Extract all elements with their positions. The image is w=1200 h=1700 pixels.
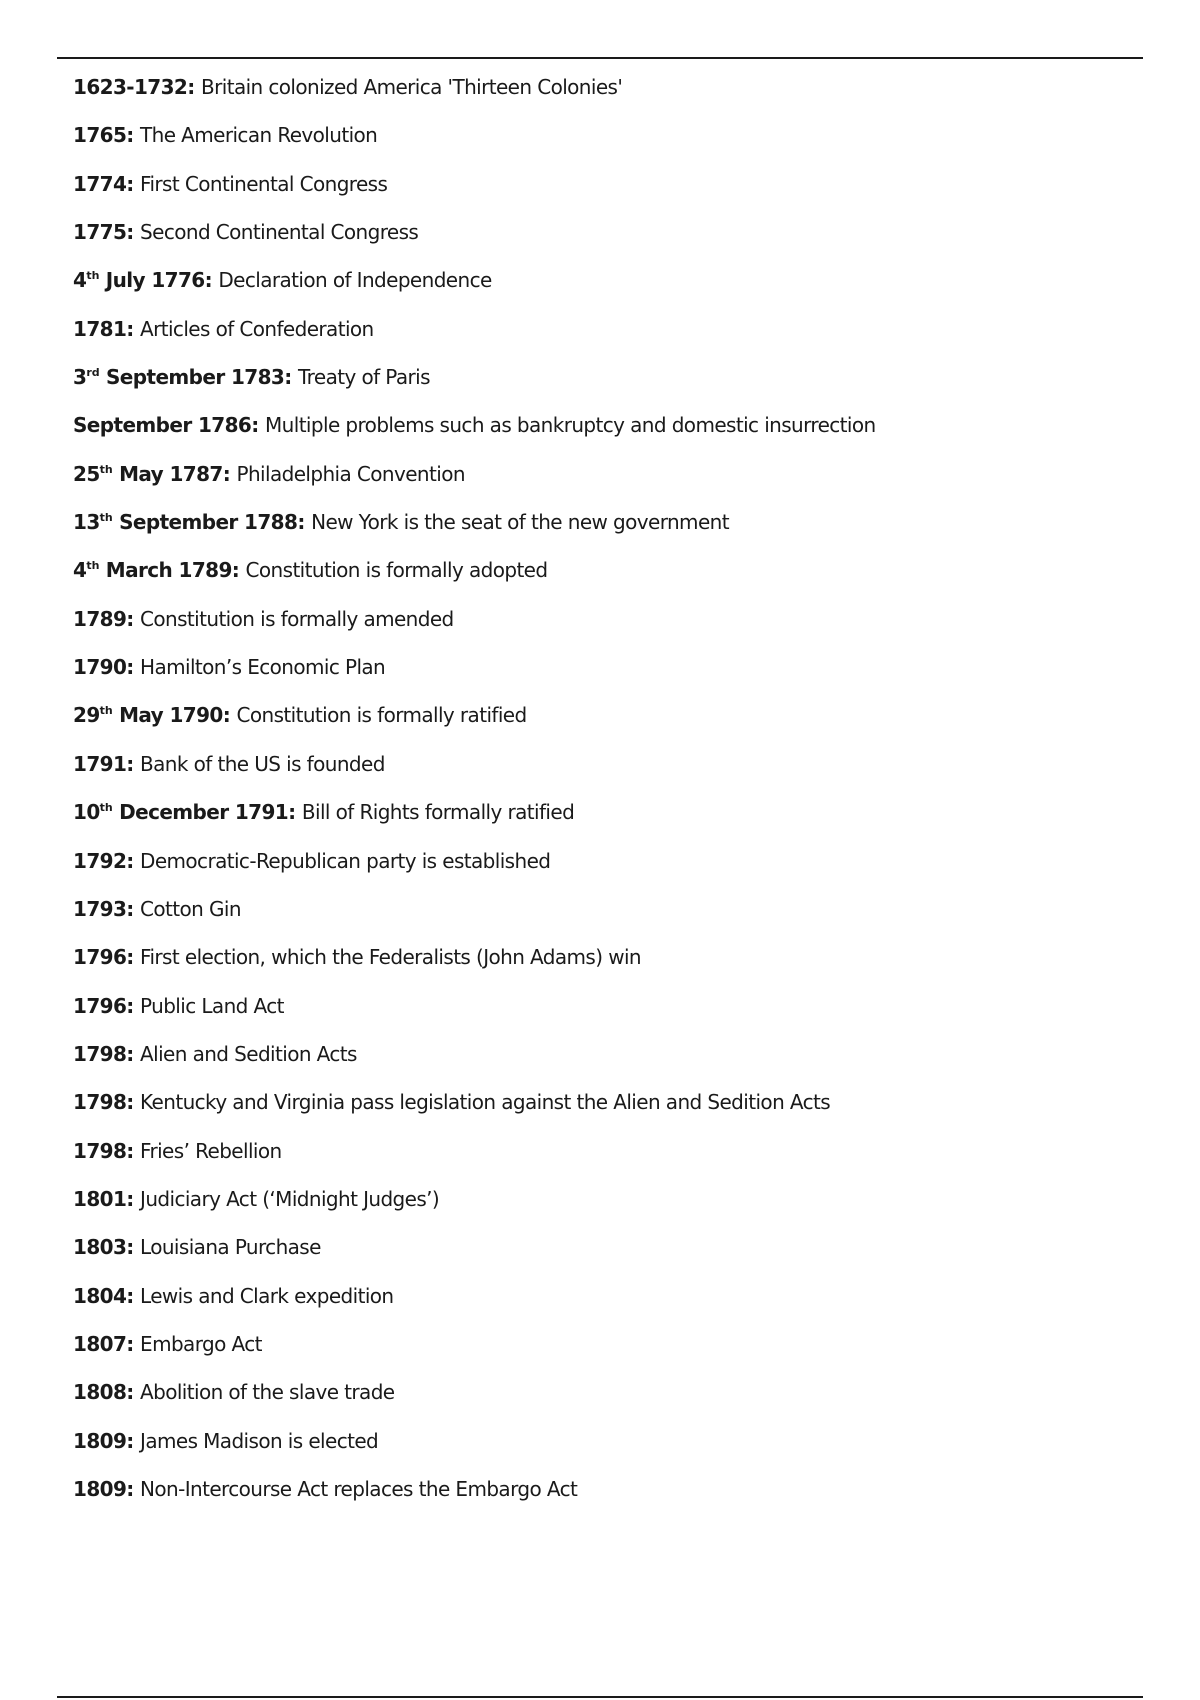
timeline-entry bbox=[73, 846, 1133, 894]
entry-event: Treaty of Paris bbox=[298, 365, 430, 390]
timeline-entry bbox=[73, 1522, 1133, 1570]
timeline-entry bbox=[73, 700, 1133, 748]
ordinal-suffix: th bbox=[99, 704, 113, 718]
timeline-entry bbox=[73, 169, 1133, 217]
timeline-entry bbox=[73, 459, 1133, 507]
entry-event: Democratic-Republican party is established bbox=[140, 848, 551, 873]
timeline-entry bbox=[73, 72, 1133, 120]
entry-date: 1791: bbox=[73, 751, 141, 776]
entry-date: 1781: bbox=[73, 316, 141, 341]
entry-event: Lewis and Clark expedition bbox=[140, 1283, 394, 1308]
timeline-entry bbox=[73, 265, 1133, 313]
entry-date: 1798: bbox=[73, 1090, 141, 1115]
timeline-entry bbox=[73, 991, 1133, 1039]
timeline-entry bbox=[73, 555, 1133, 603]
entry-date: 1801: bbox=[73, 1186, 141, 1211]
entry-date: 3rd September 1783: bbox=[73, 365, 298, 390]
entry-event: New York is the seat of the new government bbox=[311, 510, 729, 535]
timeline-entry bbox=[73, 1329, 1133, 1377]
timeline-entry bbox=[73, 120, 1133, 168]
timeline-entry bbox=[73, 362, 1133, 410]
timeline-entry bbox=[73, 217, 1133, 265]
entry-date: 1809: bbox=[73, 1476, 141, 1501]
entry-date: 1796: bbox=[73, 945, 141, 970]
entry-event: Constitution is formally amended bbox=[140, 606, 454, 631]
timeline-entry bbox=[73, 1377, 1133, 1425]
entry-date: 1792: bbox=[73, 848, 141, 873]
entry-date: 1790: bbox=[73, 655, 141, 680]
entry-event: Bank of the US is founded bbox=[140, 751, 385, 776]
timeline-entry bbox=[73, 1232, 1133, 1280]
entry-event: First Continental Congress bbox=[140, 171, 388, 196]
entry-event: Declaration of Independence bbox=[218, 268, 492, 293]
entry-date: 1774: bbox=[73, 171, 141, 196]
timeline-entry bbox=[73, 652, 1133, 700]
timeline-entry bbox=[73, 1281, 1133, 1329]
timeline-entry bbox=[73, 797, 1133, 845]
entry-date: 1798: bbox=[73, 1138, 141, 1163]
entry-event: Second Continental Congress bbox=[140, 220, 419, 245]
timeline-entry bbox=[73, 1039, 1133, 1087]
ordinal-suffix: th bbox=[86, 269, 100, 283]
entry-event: Britain colonized America 'Thirteen Colonies' bbox=[201, 75, 623, 99]
entry-event: Multiple problems such as bankruptcy and domestic insurrection bbox=[265, 413, 876, 438]
entry-event: Louisiana Purchase bbox=[140, 1235, 321, 1260]
timeline-entry bbox=[73, 410, 1133, 458]
footer-rule bbox=[57, 1696, 1143, 1698]
entry-event: Alien and Sedition Acts bbox=[140, 1041, 357, 1066]
timeline-list bbox=[73, 72, 1133, 1571]
entry-date: 1775: bbox=[73, 220, 141, 245]
entry-event: Kentucky and Virginia pass legislation against the Alien and Sedition Acts bbox=[140, 1090, 831, 1115]
entry-event: Constitution is formally ratified bbox=[236, 703, 527, 728]
timeline-entry bbox=[73, 507, 1133, 555]
entry-date: 1765: bbox=[73, 123, 141, 148]
timeline-entry bbox=[73, 314, 1133, 362]
entry-date: 1808: bbox=[73, 1380, 141, 1405]
entry-date: 1803: bbox=[73, 1235, 141, 1260]
entry-date: 1796: bbox=[73, 993, 141, 1018]
entry-event: James Madison is elected bbox=[140, 1428, 379, 1453]
entry-event: Articles of Confederation bbox=[140, 316, 374, 341]
entry-date: 1809: bbox=[73, 1428, 141, 1453]
entry-event: Judiciary Act (‘Midnight Judges’) bbox=[140, 1186, 440, 1211]
entry-date: 29th May 1790: bbox=[73, 703, 237, 728]
entry-date: 1793: bbox=[73, 896, 141, 921]
entry-event: First election, which the Federalists (John Adams) win bbox=[140, 945, 641, 970]
ordinal-suffix: th bbox=[99, 801, 113, 815]
timeline-entry bbox=[73, 749, 1133, 797]
entry-date: September 1786: bbox=[73, 413, 265, 438]
entry-event: Philadelphia Convention bbox=[236, 461, 465, 486]
entry-date: 1807: bbox=[73, 1331, 141, 1356]
ordinal-suffix: th bbox=[99, 462, 113, 476]
ordinal-suffix: th bbox=[99, 511, 113, 525]
entry-date: 25th May 1787: bbox=[73, 461, 237, 486]
header-rule bbox=[57, 57, 1143, 59]
entry-date: 13th September 1788: bbox=[73, 510, 312, 535]
timeline-entry bbox=[73, 1136, 1133, 1184]
entry-event: Non-Intercourse Act replaces the Embargo Act bbox=[140, 1476, 578, 1501]
entry-event: Public Land Act bbox=[140, 993, 284, 1018]
entry-date: 10th December 1791: bbox=[73, 800, 302, 825]
entry-event: Bill of Rights formally ratified bbox=[301, 800, 575, 825]
entry-date: 1804: bbox=[73, 1283, 141, 1308]
entry-date: 1623-1732: bbox=[73, 75, 201, 99]
entry-date: 1798: bbox=[73, 1041, 141, 1066]
entry-event: Embargo Act bbox=[140, 1331, 262, 1356]
entry-event: Abolition of the slave trade bbox=[140, 1380, 395, 1405]
entry-date: 4th July 1776: bbox=[73, 268, 219, 293]
timeline-entry bbox=[73, 1184, 1133, 1232]
entry-event: The American Revolution bbox=[140, 123, 378, 148]
timeline-entry bbox=[73, 1426, 1133, 1474]
entry-date: 1789: bbox=[73, 606, 141, 631]
timeline-entry bbox=[73, 604, 1133, 652]
ordinal-suffix: th bbox=[86, 559, 100, 573]
timeline-entry bbox=[73, 1087, 1133, 1135]
entry-event: Cotton Gin bbox=[140, 896, 241, 921]
timeline-entry bbox=[73, 942, 1133, 990]
ordinal-suffix: rd bbox=[86, 366, 100, 380]
entry-date: 4th March 1789: bbox=[73, 558, 246, 583]
timeline-entry bbox=[73, 894, 1133, 942]
entry-event: Constitution is formally adopted bbox=[245, 558, 548, 583]
entry-event: Fries’ Rebellion bbox=[140, 1138, 282, 1163]
timeline-entry bbox=[73, 1474, 1133, 1522]
entry-event: Hamilton’s Economic Plan bbox=[140, 655, 386, 680]
